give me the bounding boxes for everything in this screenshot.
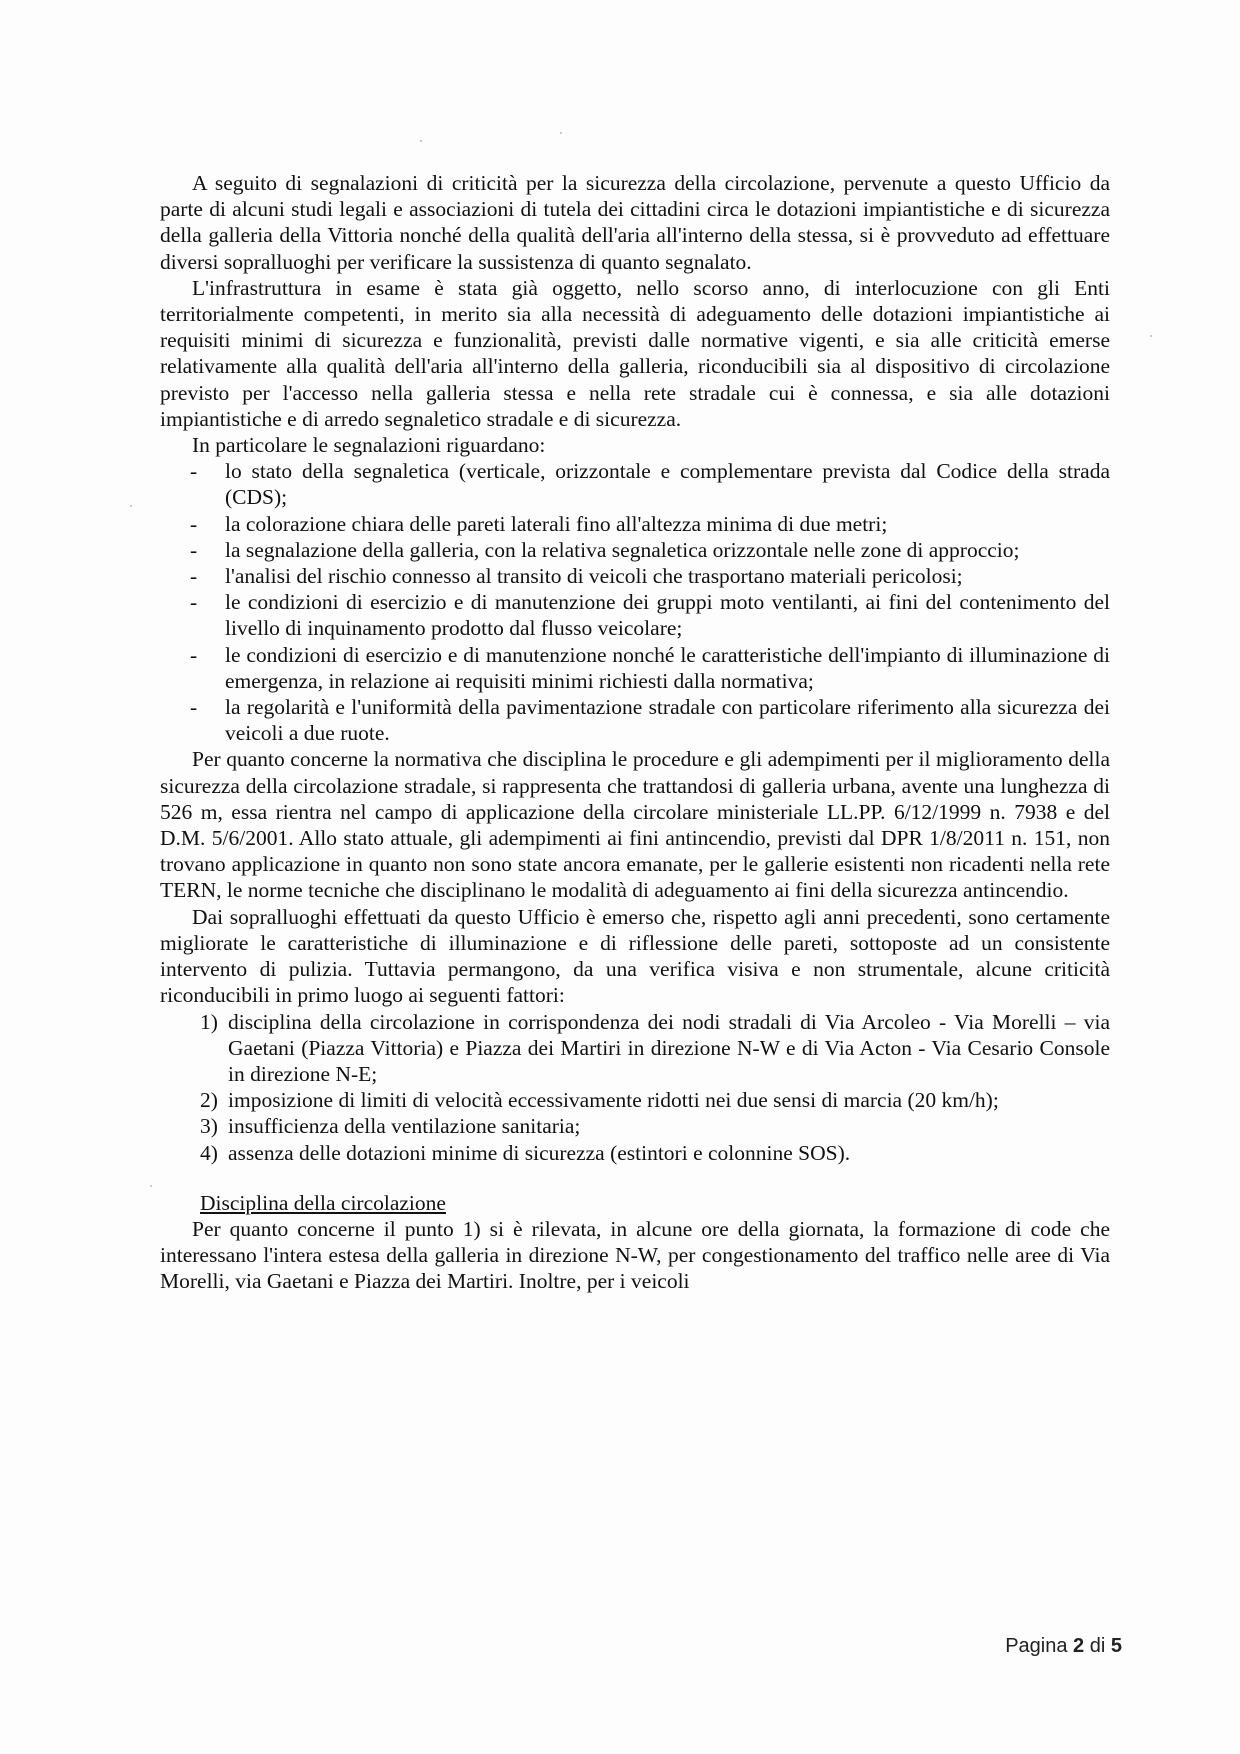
- section-heading: Disciplina della circolazione: [200, 1190, 446, 1215]
- document-body: [160, 170, 1110, 1295]
- bullet-dash: -: [190, 590, 198, 615]
- list-item: [160, 537, 1110, 563]
- numbered-item-text: assenza delle dotazioni minime di sicurezza (estintori e colonnine SOS).: [228, 1140, 851, 1165]
- numbered-item: [160, 1140, 1110, 1166]
- scan-speck: [130, 505, 132, 507]
- list-item: [160, 458, 1110, 510]
- reports-list: [160, 458, 1110, 746]
- bullet-dash: -: [190, 564, 198, 589]
- total-pages: 5: [1110, 1635, 1122, 1657]
- item-number: 3): [200, 1114, 218, 1139]
- list-item: [160, 511, 1110, 537]
- page-number: [1005, 1635, 1122, 1658]
- list-item: [160, 694, 1110, 746]
- list-item-text: le condizioni di esercizio e di manutenzione nonché le caratteristiche dell'impianto di illuminazione di emergenza, in relazione ai requisiti minimi richiesti dalla normativa;: [225, 642, 1110, 693]
- item-number: 1): [200, 1009, 218, 1034]
- list-item: [160, 642, 1110, 694]
- list-item-text: la regolarità e l'uniformità della pavimentazione stradale con particolare riferimento alla sicurezza dei veicoli a due ruote.: [225, 695, 1110, 746]
- numbered-item: [160, 1087, 1110, 1113]
- page-label: Pagina: [1005, 1635, 1068, 1657]
- list-item-text: la colorazione chiara delle pareti laterali fino all'altezza minima di due metri;: [225, 511, 888, 536]
- list-item: [160, 563, 1110, 589]
- numbered-item-text: imposizione di limiti di velocità eccessivamente ridotti nei due sensi di marcia (20 km/h);: [228, 1088, 999, 1113]
- page-of-label: di: [1089, 1635, 1106, 1657]
- scan-speck: [1150, 335, 1152, 337]
- paragraph-traffic: Per quanto concerne il punto 1) si è rilevata, in alcune ore della giornata, la formazione di code che interessano l'intera estesa della galleria in direzione N-W, per congestionamento del traffico nelle aree di Via Morelli, via Gaetani e Piazza dei Martiri. Inoltre, per i veicoli: [160, 1216, 1110, 1294]
- bullet-dash: -: [190, 511, 198, 536]
- numbered-item: [160, 1009, 1110, 1088]
- bullet-dash: -: [190, 537, 198, 562]
- paragraph-regulations: Per quanto concerne la normativa che disciplina le procedure e gli adempimenti per il miglioramento della sicurezza della circolazione stradale, si rappresenta che trattandosi di galleria urbana, avente una lunghezza di 526 m, essa rientra nel campo di applicazione della circolare ministeriale LL.PP. 6/12/1999 n. 7938 e del D.M. 5/6/2001. Allo stato attuale, gli adempimenti ai fini antincendio, previsti dal DPR 1/8/2011 n. 151, non trovano applicazione in quanto non sono state ancora emanate, per le gallerie esistenti non ricadenti nella rete TERN, le norme tecniche che disciplinano le modalità di adeguamento ai fini della sicurezza antincendio.: [160, 747, 1110, 903]
- numbered-item-text: disciplina della circolazione in corrispondenza dei nodi stradali di Via Arcoleo - Via Morelli – via Gaetani (Piazza Vittoria) e Piazza dei Martiri in direzione N-W e di Via Acton - Via Cesario Console in direzione N-E;: [228, 1009, 1110, 1086]
- numbered-item-text: insufficienza della ventilazione sanitaria;: [228, 1114, 581, 1139]
- paragraph-list-intro: In particolare le segnalazioni riguardano:: [192, 433, 546, 458]
- current-page: 2: [1073, 1635, 1085, 1657]
- scan-speck: [420, 140, 422, 142]
- paragraph-inspections: Dai sopralluoghi effettuati da questo Ufficio è emerso che, rispetto agli anni precedenti, sono certamente migliorate le caratteristiche di illuminazione e di riflessione delle pareti, sottoposte ad un consistente intervento di pulizia. Tuttavia permangono, da una verifica visiva e non strumentale, alcune criticità riconducibili in primo luogo ai seguenti fattori:: [160, 904, 1110, 1008]
- bullet-dash: -: [190, 642, 198, 667]
- bullet-dash: -: [190, 695, 198, 720]
- list-item-text: lo stato della segnaletica (verticale, orizzontale e complementare prevista dal Codice della strada (CDS);: [225, 459, 1110, 510]
- paragraph-intro: A seguito di segnalazioni di criticità per la sicurezza della circolazione, pervenute a questo Ufficio da parte di alcuni studi legali e associazioni di tutela dei cittadini circa le dotazioni impiantistiche e di sicurezza della galleria della Vittoria nonché della qualità dell'aria all'interno della stessa, si è provveduto ad effettuare diversi sopralluoghi per verificare la sussistenza di quanto segnalato.: [160, 171, 1110, 274]
- item-number: 2): [200, 1088, 218, 1113]
- list-item-text: le condizioni di esercizio e di manutenzione dei gruppi moto ventilanti, ai fini del contenimento del livello di inquinamento prodotto dal flusso veicolare;: [225, 590, 1110, 641]
- scan-speck: [560, 132, 562, 134]
- bullet-dash: -: [190, 459, 198, 484]
- list-item-text: l'analisi del rischio connesso al transito di veicoli che trasportano materiali pericolosi;: [225, 564, 963, 589]
- paragraph-infrastructure: L'infrastruttura in esame è stata già oggetto, nello scorso anno, di interlocuzione con gli Enti territorialmente competenti, in merito sia alla necessità di adeguamento delle dotazioni impiantistiche ai requisiti minimi di sicurezza e funzionalità, previsti dalle normative vigenti, e sia alle criticità emerse relativamente alla qualità dell'aria all'interno della galleria, riconducibili sia al dispositivo di circolazione previsto per l'accesso nella galleria stessa e nella rete stradale cui è connessa, e sia alle dotazioni impiantistiche e di arredo segnaletico stradale e di sicurezza.: [160, 275, 1110, 431]
- numbered-item: [160, 1113, 1110, 1139]
- scan-speck: [150, 1185, 152, 1187]
- item-number: 4): [200, 1140, 218, 1165]
- criticality-list: [160, 1009, 1110, 1166]
- list-item-text: la segnalazione della galleria, con la relativa segnaletica orizzontale nelle zone di approccio;: [225, 537, 1020, 562]
- list-item: [160, 589, 1110, 641]
